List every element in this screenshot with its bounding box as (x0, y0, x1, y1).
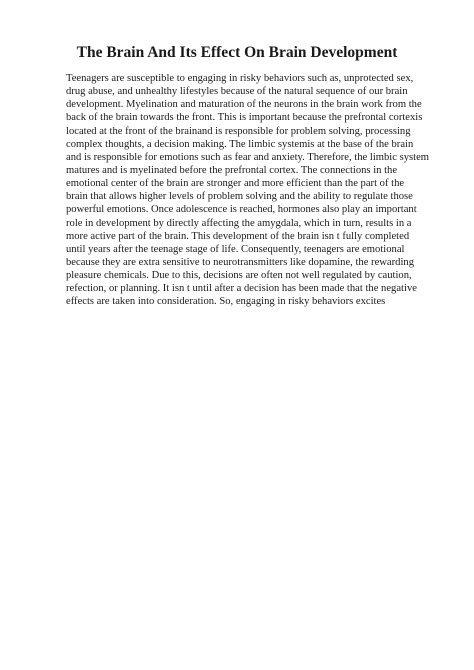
body-line-14: until years after the teenage stage of life. Consequently, teenagers are emotional (66, 243, 405, 255)
body-line-2: drug abuse, and unhealthy lifestyles because of the natural sequence of our brain (66, 86, 408, 98)
body-line-9: emotional center of the brain are stronger and more efficient than the part of the (66, 178, 405, 190)
body-line-13: more active part of the brain. This development of the brain isn t fully completed (66, 230, 410, 242)
body-line-4: back of the brain towards the front. This is important because the prefrontal cortexis (66, 112, 423, 124)
body-line-16: pleasure chemicals. Due to this, decisions are often not well regulated by caution, (66, 270, 412, 282)
body-line-3: development. Myelination and maturation of the neurons in the brain work from the (66, 99, 422, 111)
body-line-18: effects are taken into consideration. So, engaging in risky behaviors excites (66, 296, 386, 308)
body-line-6: complex thoughts, a decision making. The limbic systemis at the base of the brain (66, 138, 414, 150)
document-body (66, 72, 474, 309)
document-title: The Brain And Its Effect On Brain Development (76, 44, 398, 61)
body-line-17: refection, or planning. It isn t until after a decision has been made that the negative (66, 283, 417, 295)
body-line-10: brain that allows higher levels of problem solving and the ability to regulate those (66, 191, 413, 203)
body-line-15: because they are extra sensitive to neurotransmitters like dopamine, the rewarding (66, 256, 414, 268)
body-line-7: and is responsible for emotions such as fear and anxiety. Therefore, the limbic system (66, 151, 430, 163)
body-line-8: matures and is myelinated before the prefrontal cortex. The connections in the (66, 164, 398, 176)
body-line-11: powerful emotions. Once adolescence is reached, hormones also play an important (66, 204, 417, 216)
body-line-1: Teenagers are susceptible to engaging in risky behaviors such as, unprotected sex, (66, 73, 414, 84)
body-line-5: located at the front of the brainand is responsible for problem solving, processing (66, 125, 411, 137)
body-line-12: role in development by directly affecting the amygdala, which in turn, results in a (66, 217, 412, 229)
